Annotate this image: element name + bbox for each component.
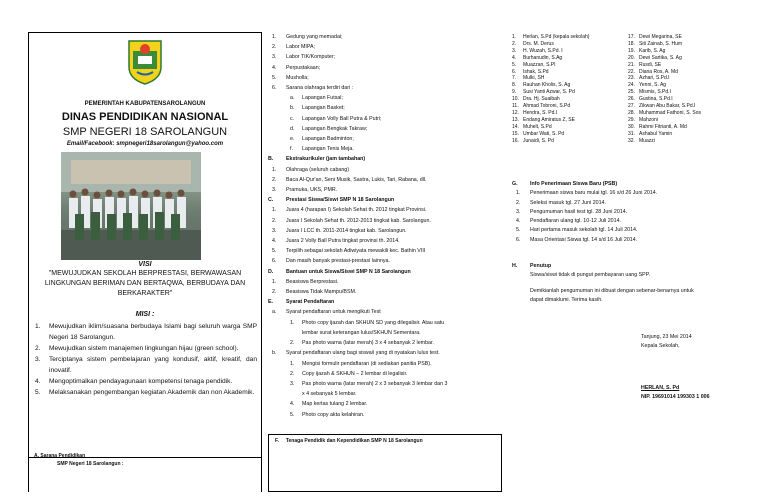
misi-item: 1. Mewujudkan iklim/suasana berbudaya Islami bagi seluruh warga SMP Negeri 18 Sarolangun. (35, 323, 257, 341)
misi-list (35, 321, 257, 398)
misi-item: 2. Mewujudkan sistem manajemen lingkungan hijau (green school). (35, 345, 239, 352)
section-a-subheading: SMP Negeri 18 Sarolangun : (57, 461, 124, 467)
visi-heading: VISI (138, 261, 152, 268)
place-date: Tanjung, 23 Mei 2014 (641, 334, 692, 340)
signer-name: HERLAN, S. Pd (641, 385, 680, 391)
section-a-heading: A. Sarana Pendidikan (34, 453, 86, 459)
school-logo-icon (125, 39, 165, 85)
signer-role: Kepala Sekolah, (641, 343, 680, 350)
email-contact: Email/Facebook: smpnegeri18sarolangun@yahoo.com (66, 141, 224, 147)
signature-place-date (641, 333, 692, 352)
department-title: DINAS PENDIDIKAN NASIONAL (61, 111, 229, 123)
signature-block (641, 384, 710, 403)
section-d: D. Bantuan untuk Siswa/Siswi SMP N 18 Sarolangun 1. Beasiswa Berprestasi. 2. Beasiswa Tidak Mampu/BSM. (268, 268, 411, 296)
misi-item: 5. Melaksanakan pengembangan kegiatan Akademik dan non Akademik. (35, 389, 255, 396)
group-photo (61, 152, 201, 260)
staff-box (268, 434, 502, 492)
section-h: H. Penutup Siswa/siswi tidak di pungut pembayaran uang SPP. Demikianlah pengumuman ini dibuat dengan sebenar-benarnya untuk dapat dimaklumi. Terima kasih. (512, 263, 694, 303)
section-c: C. Prestasi Siswa/Siswi SMP N 18 Sarolangun 1. Juara 4 (harapan I) Sekolah Sehat th. 2012 tingkat Provinsi. 2. Juara I Sekolah Sehat th. 2012-2013 tingkat kab. Sarolangun. 3. Juara I LCC th. 2011-2014 tingkat kab. Sarolangun. 4. Juara 2 Volly Ball Putra tingkat provinsi th. 2014. 5. Terpilih sebagai sekolah Adiwiyata mewakili kec. Bathin VIII 6. Dan masih banyak prestasi-prestasi lainnya. (268, 197, 431, 265)
section-g: G. Info Penerimaan Siswa Baru (PSB) 1. Penerimaan siswa baru mulai tgl. 16 s/d 26 Juni 2014. 2. Seleksi masuk tgl. 27 Juni 2014. 3. Pengumuman hasil test tgl. 28 Juni 2014. 4. Pendaftaran ulang tgl. 10-12 Juli 2014. 5. Hari pertama masuk sekolah tgl. 14 Juli 2014. 6. Masa Orientasi Siswa tgl. 14 s/d 16 Juli 2014. (512, 181, 658, 243)
section-e: E. Syarat Pendaftaran a. Syarat pendaftaran untuk mengikuti Test 1. Photo copy ijazah dan SKHUN SD yang dilegalisir. Atau satu lembar surat keterangan lulus/SKHUN Sementara. 2. Pas photo warna (latar merah) 3 x 4 sebanyak 2 lembar. b. Syarat pendaftaran ulang bagi siswa/i yang di nyatakan lulus test. 1. Mengisi formulir pendaftaran (di sediakan panitia PSB). 2. Copy ijazah & SKHUN – 2 lembar di legalisir. 3. Pas photo warna (latar merah) 2 x 3 sebanyak 3 lembar dan 3 x 4 sebanyak 5 lembar. 4. Map kertas tulang 2 lembar. 5. Photo copy akta kelahiran. (268, 299, 448, 418)
signer-nip: NIP. 19691014 199303 1 006 (641, 394, 710, 401)
facilities-list: 1. Gedung yang memadai; 2. Labor MIPA; 3. Labor TIK/Komputer; 4. Perpustakaan; 5. Musholla; 6. Sarana olahraga terdiri dari : a. Lapangan Futsal; b. Lapangan Basket; c. Lapangan Volly Ball Putra & Putri; d. Lapangan Bengkak Takraw; e. Lapangan Badminton; f. Lapangan Tenis Meja. (272, 34, 382, 153)
panel-divider (29, 457, 261, 458)
section-f-heading: F. Tenaga Pendidik dan Kependidikan SMP N 18 Sarolangun (275, 438, 423, 444)
school-name: SMP NEGERI 18 SAROLANGUN (62, 126, 228, 138)
middle-panel (268, 32, 502, 492)
cover-panel (28, 32, 262, 492)
government-label: PEMERINTAH KABUPATENSAROLANGUN (84, 101, 206, 107)
section-b: B. Ekstrakurikuler (jam tambahan) 1. Olahraga (seluruh cabang) 2. Baca Al-Qur'an, Seni Musik, Sastra, Lukis, Tari, Rabana, dll. 3. Pramuka, UKS, PMR. (268, 156, 427, 194)
misi-heading: MISI : (135, 311, 155, 318)
staff-list: 1. Herlan, S.Pd (kepala sekolah) 17. Dewi Megarina, SE 2. Drs. M. Derus 18. Siti Zainab, S. Hum 3. H. Wuzah, S.Pd. I 19. Karib, S. Ag 4. Burhanudin, S.Ag 20. Dewi Sartika, S. Ag 5. Muazzan, S.PI 21. Rusdi, SE 6. Ishak, S.Pd 22. Diana Ros, A. Md 7. Mulki, SH 23. Azhari, S.Pd.I 8. Rauhan Kholis, S. Ag 24. Yenni, S. Ag 9. Susi Yanti Azwar, S. Pd 25. Mismis, S.Pd.I 10. Dra. Hj. Suaibah 26. Gustina, S.Pd.I 11. Ahmad Tobroni, S.Pd 27. Zikwan Abu Bakar, S.Pd.I 12. Hendra, S. Pd.I 28. Muhammad Fathoni, S. Sos 13. Endang Amiratus Z, SE 29. Mahzoni 14. Muhelt, S.Pd 30. Rahmi Fitrianti, A. Md 15. Umbar Wati, S. Pd 31. Ashabul Yamin 16. Junaidi, S. Pd 32. Muazzi (512, 34, 701, 144)
visi-text: "MEWUJUDKAN SEKOLAH BERPRESTASI, BERWAWASAN LINGKUNGAN BERIMAN DAN BERTAQWA, BERBUDAYA DAN BERKARAKTER" (44, 270, 246, 297)
misi-item: 4. Mengoptimalkan pendayagunaan kompetensi tenaga pendidik. (35, 378, 233, 385)
misi-item: 3. Terciptanya sistem pembelajaran yang kondusif, aktif, kreatif, dan inovatif. (35, 356, 257, 374)
